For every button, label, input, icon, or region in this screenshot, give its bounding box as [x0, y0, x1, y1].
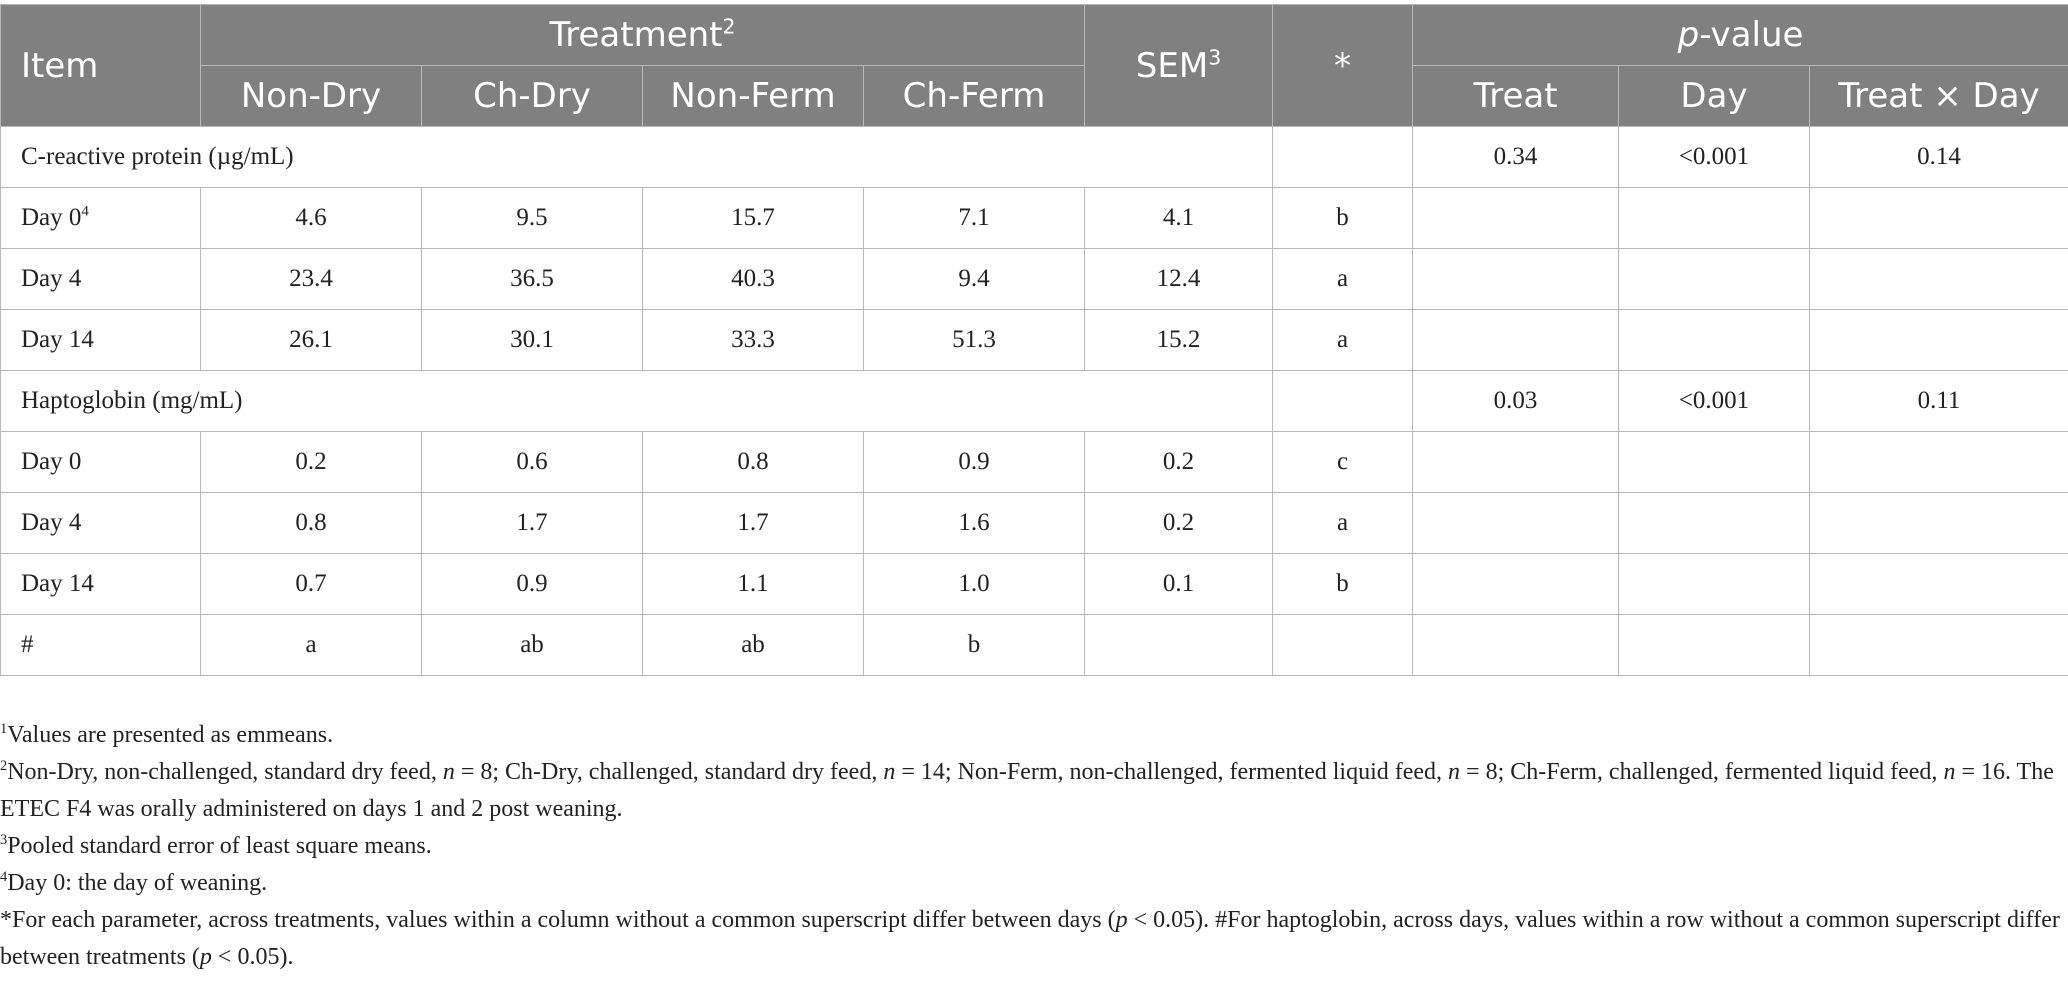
sig-cell: a — [1273, 310, 1413, 371]
treatment-col-header: Ch-Dry — [422, 66, 643, 127]
empty-cell — [1810, 249, 2068, 310]
sig-cell: b — [1273, 554, 1413, 615]
empty-cell — [1413, 493, 1619, 554]
value-cell: 9.4 — [864, 249, 1085, 310]
star-header: * — [1273, 5, 1413, 127]
pvalue-col-header: Day — [1619, 66, 1810, 127]
item-header: Item — [1, 5, 201, 127]
empty-cell — [1810, 615, 2068, 676]
row-label: Day 4 — [1, 249, 201, 310]
footnotes — [0, 717, 2060, 976]
p-interaction: 0.11 — [1810, 371, 2068, 432]
sem-cell: 12.4 — [1085, 249, 1273, 310]
sig-cell: b — [1273, 188, 1413, 249]
table-row — [1, 432, 2068, 493]
value-cell: 1.7 — [643, 493, 864, 554]
row-label: Day 4 — [1, 493, 201, 554]
empty-cell — [1413, 432, 1619, 493]
value-cell: 1.0 — [864, 554, 1085, 615]
p-day: <0.001 — [1619, 371, 1810, 432]
value-cell: 0.8 — [643, 432, 864, 493]
empty-cell — [1619, 310, 1810, 371]
empty-cell — [1413, 188, 1619, 249]
sig-cell: a — [201, 615, 422, 676]
treatment-col-header: Non-Dry — [201, 66, 422, 127]
empty-cell — [1619, 493, 1810, 554]
row-label: Day 14 — [1, 554, 201, 615]
sem-cell: 0.2 — [1085, 432, 1273, 493]
value-cell: 33.3 — [643, 310, 864, 371]
value-cell: 51.3 — [864, 310, 1085, 371]
empty-cell — [1413, 615, 1619, 676]
empty-cell — [1619, 615, 1810, 676]
empty-cell — [1413, 554, 1619, 615]
value-cell: 36.5 — [422, 249, 643, 310]
sig-cell: ab — [422, 615, 643, 676]
treatment-significance-row — [1, 615, 2068, 676]
table-row — [1, 310, 2068, 371]
empty-cell — [1413, 310, 1619, 371]
p-treat: 0.34 — [1413, 127, 1619, 188]
treatment-header: Treatment$^2$ — [201, 5, 1085, 66]
section-row-crp — [1, 127, 2068, 188]
empty-cell — [1619, 554, 1810, 615]
footnote-2: $^2$Non-Dry, non-challenged, standard dry feed, n = 8; Ch-Dry, challenged, standard dry feed, n = 14; Non-Ferm, non-challenged, fermented liquid feed, n = 8; Ch-Ferm, challenged, fermented liquid feed, n = 16. The ETEC F4 was orally administered on days 1 and 2 post weaning. — [0, 758, 2054, 822]
sem-header: SEM$^3$ — [1085, 5, 1273, 127]
value-cell: 1.6 — [864, 493, 1085, 554]
empty-cell — [1085, 615, 1273, 676]
treatment-col-header: Ch-Ferm — [864, 66, 1085, 127]
value-cell: 40.3 — [643, 249, 864, 310]
value-cell: 1.1 — [643, 554, 864, 615]
sig-cell: b — [864, 615, 1085, 676]
row-label: Day $0^4$ — [1, 188, 201, 249]
empty-cell — [1273, 615, 1413, 676]
value-cell: 0.2 — [201, 432, 422, 493]
empty-cell — [1810, 432, 2068, 493]
empty-cell — [1413, 249, 1619, 310]
value-cell: 1.7 — [422, 493, 643, 554]
p-treat: 0.03 — [1413, 371, 1619, 432]
empty-cell — [1810, 554, 2068, 615]
value-cell: 23.4 — [201, 249, 422, 310]
empty-cell — [1619, 249, 1810, 310]
row-label: Day 14 — [1, 310, 201, 371]
pvalue-col-header: Treat × Day — [1810, 66, 2068, 127]
empty-cell — [1810, 493, 2068, 554]
sem-cell: 15.2 — [1085, 310, 1273, 371]
value-cell: 0.7 — [201, 554, 422, 615]
value-cell: 9.5 — [422, 188, 643, 249]
sig-cell: ab — [643, 615, 864, 676]
footnote-3: $^3$Pooled standard error of least square means. — [0, 832, 432, 859]
empty-cell — [1273, 127, 1413, 188]
section-label: Haptoglobin (mg/mL) — [1, 371, 1273, 432]
value-cell: 4.6 — [201, 188, 422, 249]
sig-cell: a — [1273, 249, 1413, 310]
empty-cell — [1810, 188, 2068, 249]
section-row-haptoglobin — [1, 371, 2068, 432]
value-cell: 15.7 — [643, 188, 864, 249]
value-cell: 26.1 — [201, 310, 422, 371]
sem-cell: 0.1 — [1085, 554, 1273, 615]
p-interaction: 0.14 — [1810, 127, 2068, 188]
empty-cell — [1273, 371, 1413, 432]
value-cell: 7.1 — [864, 188, 1085, 249]
empty-cell — [1619, 188, 1810, 249]
footnote-1: $^1$Values are presented as emmeans. — [0, 721, 334, 748]
value-cell: 0.9 — [422, 554, 643, 615]
pvalue-header: p-value — [1413, 5, 2068, 66]
row-label: # — [1, 615, 201, 676]
empty-cell — [1810, 310, 2068, 371]
value-cell: 0.9 — [864, 432, 1085, 493]
value-cell: 0.8 — [201, 493, 422, 554]
value-cell: 0.6 — [422, 432, 643, 493]
sig-cell: a — [1273, 493, 1413, 554]
value-cell: 30.1 — [422, 310, 643, 371]
table-row — [1, 249, 2068, 310]
pvalue-col-header: Treat — [1413, 66, 1619, 127]
data-table — [0, 4, 2068, 676]
section-label: C-reactive protein (µg/mL) — [1, 127, 1273, 188]
row-label: Day 0 — [1, 432, 201, 493]
table-row — [1, 188, 2068, 249]
empty-cell — [1619, 432, 1810, 493]
sem-cell: 4.1 — [1085, 188, 1273, 249]
footnote-5: *For each parameter, across treatments, values within a column without a common superscript differ between days (p < 0.05). #For haptoglobin, across days, values within a row without a common superscript differ between treatments (p < 0.05). — [0, 907, 2060, 970]
table-row — [1, 493, 2068, 554]
sig-cell: c — [1273, 432, 1413, 493]
footnote-4: $^4$Day 0: the day of weaning. — [0, 869, 268, 896]
table-row — [1, 554, 2068, 615]
treatment-col-header: Non-Ferm — [643, 66, 864, 127]
p-day: <0.001 — [1619, 127, 1810, 188]
sem-cell: 0.2 — [1085, 493, 1273, 554]
